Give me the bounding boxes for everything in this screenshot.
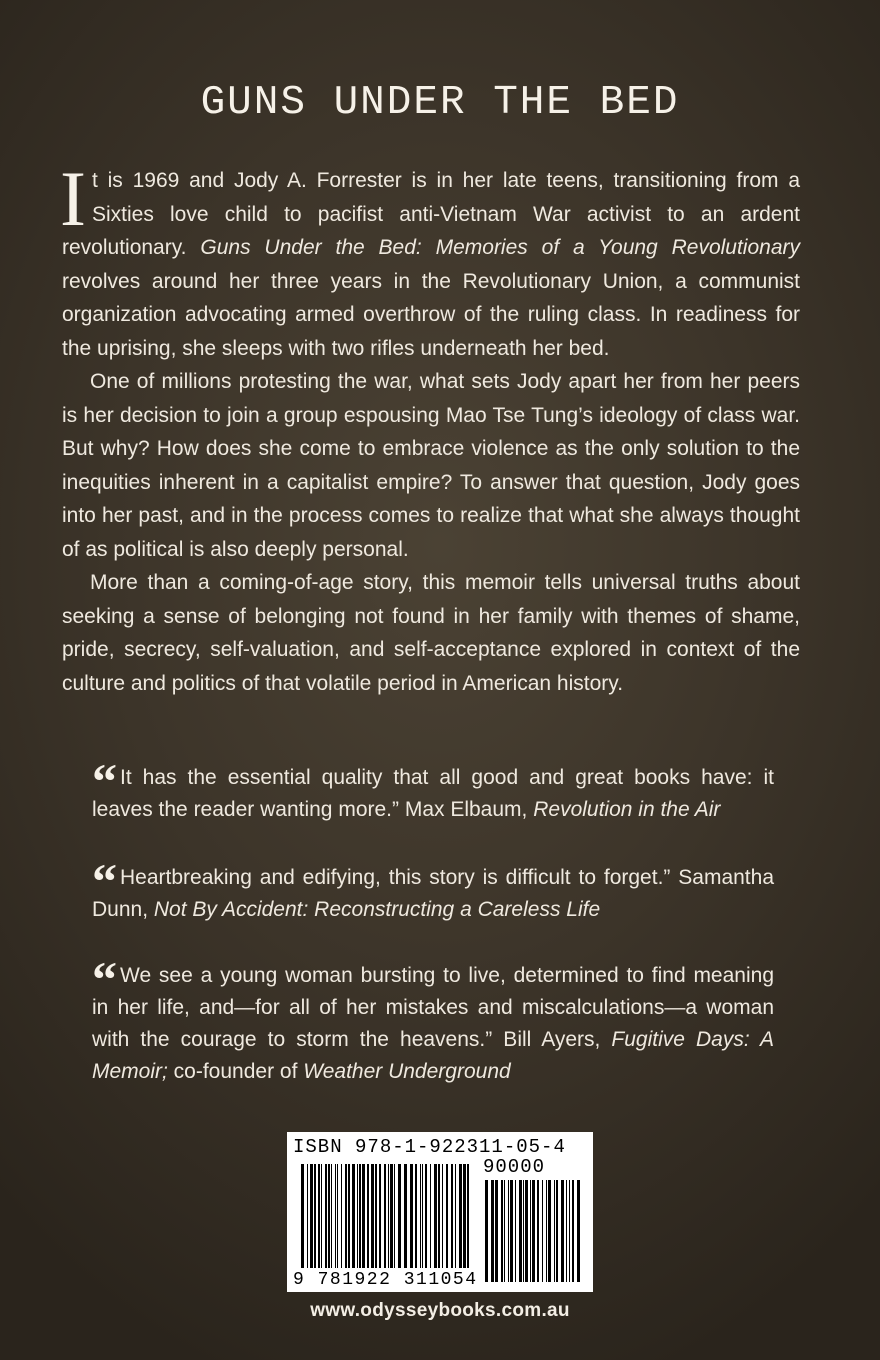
barcode-bar <box>510 1180 513 1282</box>
barcode-bar <box>420 1164 421 1268</box>
barcode-bar <box>495 1180 498 1282</box>
barcode-bar <box>519 1180 522 1282</box>
barcode-bar <box>415 1164 417 1268</box>
testimonial-text: We see a young woman bursting to live, determined to find meaning in her life, and—for all of her mistakes and miscalculations—a woman with the courage to storm the heavens.” Bill Ayers, <box>92 964 774 1051</box>
barcode-bar <box>438 1164 440 1268</box>
barcode-bar <box>546 1180 547 1282</box>
barcode-bar <box>357 1164 358 1268</box>
barcode-bar <box>314 1164 316 1268</box>
quote-mark-icon: “ <box>92 853 117 909</box>
barcode-bar <box>430 1164 431 1268</box>
barcode-bar <box>572 1180 574 1282</box>
barcode-bar <box>467 1164 469 1268</box>
barcode-bar <box>530 1180 531 1282</box>
barcode-bar <box>362 1164 365 1268</box>
barcode-bar <box>542 1180 543 1282</box>
blurb-p1-book-title: Guns Under the Bed: Memories of a Young Revolutionary <box>200 236 801 259</box>
testimonial-text-mid: co-founder of <box>167 1060 304 1083</box>
barcode-bar <box>310 1164 313 1268</box>
barcode-bar <box>434 1164 437 1268</box>
barcode-bar <box>548 1180 551 1282</box>
blurb-paragraph-1 <box>60 155 801 365</box>
barcode-bar <box>301 1164 304 1268</box>
barcode-bar <box>307 1164 308 1268</box>
barcode-bar <box>341 1164 342 1268</box>
book-blurb <box>60 155 801 700</box>
barcode-bar <box>394 1164 395 1268</box>
barcode-bar <box>508 1180 509 1282</box>
barcode-bar <box>379 1164 381 1268</box>
barcode-bar <box>446 1164 448 1268</box>
barcode-bar <box>390 1164 393 1268</box>
barcode-bar <box>352 1164 355 1268</box>
barcode-bar <box>463 1164 466 1268</box>
publisher-website: www.odysseybooks.com.au <box>310 1300 570 1321</box>
barcode-bar <box>451 1164 453 1268</box>
barcode-bar <box>359 1164 361 1268</box>
barcode-bar <box>335 1164 336 1268</box>
barcode-bar <box>321 1164 322 1268</box>
barcode-bar <box>325 1164 327 1268</box>
barcode-bar <box>577 1180 580 1282</box>
barcode-bars-icon <box>287 1132 593 1292</box>
isbn-barcode <box>287 1132 593 1292</box>
barcode-bar <box>561 1180 564 1282</box>
blurb-p1-text-a: t is 1969 and Jody A. Forrester is in her late teens, transitioning from a Sixties love child to pacifist anti-Vietnam War activist to an ardent revolutionary. <box>62 169 800 259</box>
barcode-bar <box>345 1164 347 1268</box>
isbn-number: ISBN 978-1-922311-05-4 <box>293 1136 566 1158</box>
barcode-bar <box>348 1164 350 1268</box>
blurb-paragraph-3: More than a coming-of-age story, this memoir tells universal truths about seeking a sense of belonging not found in her family with themes of shame, pride, secrecy, self-valuation, and self-acceptance explored in context of the culture and politics of that volatile period in American history. <box>62 571 800 695</box>
quote-mark-icon: “ <box>92 951 117 1007</box>
drop-cap: I <box>60 155 86 242</box>
barcode-bar <box>337 1164 338 1268</box>
barcode-bar <box>554 1180 555 1282</box>
barcode-bar <box>515 1180 516 1282</box>
barcode-bar <box>331 1164 332 1268</box>
book-title: GUNS UNDER THE BED <box>200 80 680 126</box>
blurb-p1-text-b: revolves around her three years in the Revolutionary Union, a communist organization advocating armed overthrow of the ruling class. In readiness for the uprising, she sleeps with two rifles underneath her bed. <box>62 269 800 360</box>
barcode-bar <box>422 1164 423 1268</box>
barcode-bar <box>398 1164 401 1268</box>
barcode-bar <box>442 1164 443 1268</box>
barcode-bar <box>491 1180 494 1282</box>
barcode-bar <box>375 1164 377 1268</box>
testimonial-elbaum <box>92 753 774 826</box>
barcode-bar <box>485 1180 488 1282</box>
barcode-bar <box>556 1180 558 1282</box>
ean-digits: 9 781922 311054 <box>293 1270 478 1290</box>
testimonial-source: Not By Accident: Reconstructing a Careless Life <box>153 898 601 921</box>
barcode-bar <box>367 1164 369 1268</box>
barcode-bar <box>410 1164 413 1268</box>
barcode-bar <box>532 1180 535 1282</box>
barcode-bar <box>501 1180 503 1282</box>
testimonial-source-2: Weather Underground <box>303 1060 511 1083</box>
barcode-bar <box>523 1180 524 1282</box>
barcode-bar <box>388 1164 389 1268</box>
barcode-bar <box>569 1180 570 1282</box>
barcode-bar <box>455 1164 456 1268</box>
testimonial-text: Heartbreaking and edifying, this story is difficult to forget.” Samantha Dunn, <box>92 866 774 921</box>
barcode-bar <box>504 1180 505 1282</box>
testimonial-source: Fugitive Days: A Memoir; <box>92 1028 774 1083</box>
barcode-bar <box>566 1180 567 1282</box>
barcode-bar <box>328 1164 330 1268</box>
barcode-bar <box>318 1164 320 1268</box>
barcode-bar <box>404 1164 407 1268</box>
barcode-bar <box>371 1164 374 1268</box>
blurb-paragraph-2: One of millions protesting the war, what sets Jody apart her from her peers is her decision to join a group espousing Mao Tse Tung’s ideology of class war. But why? How does she come to embrace violence as the only solution to the inequities inherent in a capitalist empire? To answer that question, Jody goes into her past, and in the process comes to realize that what she always thought of as political is also deeply personal. <box>62 370 800 561</box>
quote-mark-icon: “ <box>92 753 117 809</box>
price-code: 90000 <box>483 1156 546 1178</box>
testimonial-text: It has the essential quality that all good and great books have: it leaves the reader wanting more.” Max Elbaum, <box>92 766 774 821</box>
barcode-bar <box>384 1164 386 1268</box>
testimonial-ayers <box>92 951 774 1088</box>
barcode-bar <box>525 1180 528 1282</box>
testimonial-source: Revolution in the Air <box>533 798 721 821</box>
barcode-bar <box>537 1180 539 1282</box>
barcode-bar <box>459 1164 462 1268</box>
barcode-bar <box>425 1164 427 1268</box>
testimonial-dunn <box>92 853 774 926</box>
